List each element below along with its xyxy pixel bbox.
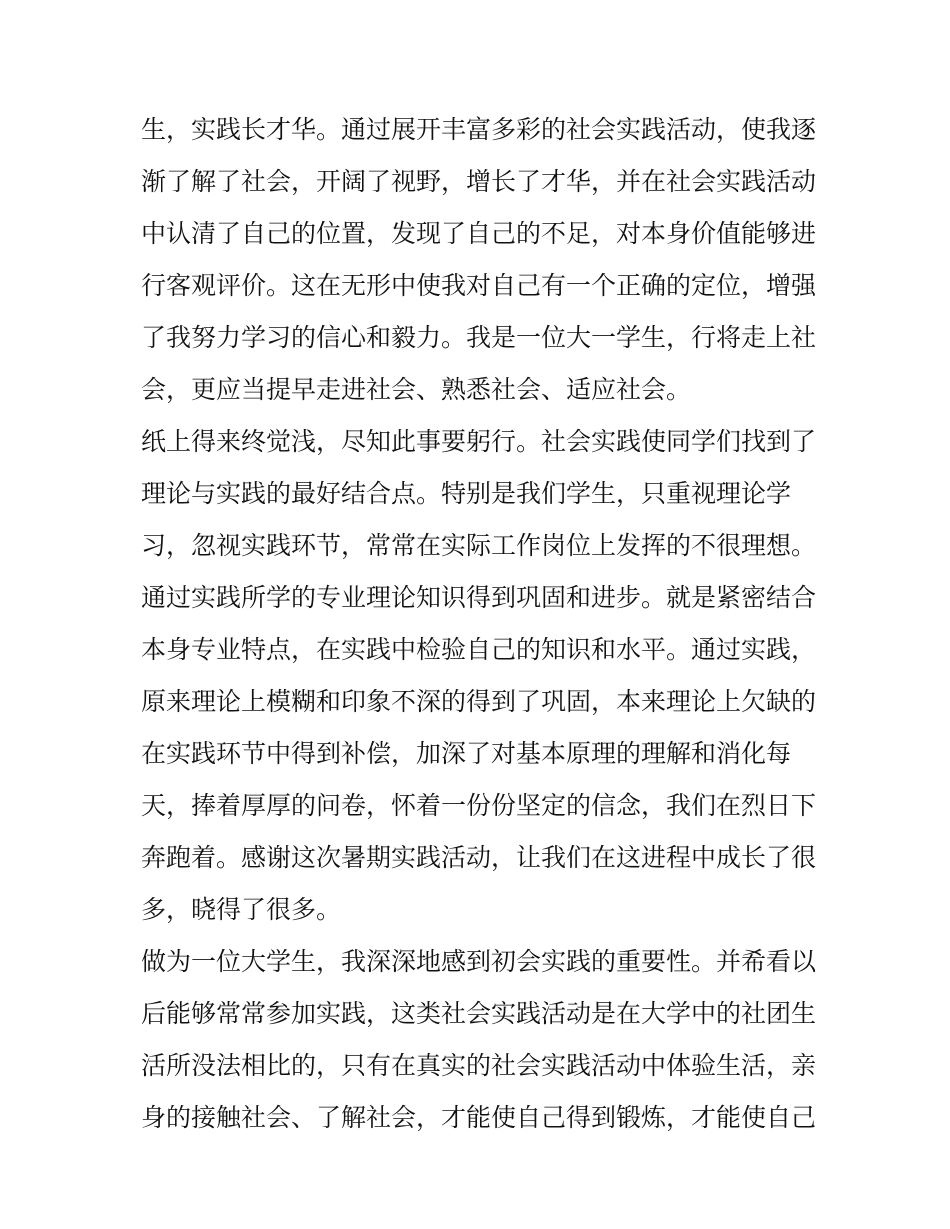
- text-line: 习，忽视实践环节，常常在实际工作岗位上发挥的不很理想。: [141, 531, 817, 560]
- text-line: 多，晓得了很多。: [141, 895, 342, 924]
- text-line: 原来理论上模糊和印象不深的得到了巩固，本来理论上欠缺的: [141, 687, 817, 716]
- text-line: 做为一位大学生，我深深地感到初会实践的重要性。并希看以: [141, 947, 817, 976]
- text-line: 理论与实践的最好结合点。特别是我们学生，只重视理论学: [141, 479, 792, 508]
- text-line: 纸上得来终觉浅，尽知此事要躬行。社会实践使同学们找到了: [141, 427, 817, 456]
- text-line: 行客观评价。这在无形中使我对自己有一个正确的定位，增强: [141, 271, 817, 300]
- text-line: 会，更应当提早走进社会、熟悉社会、适应社会。: [141, 375, 692, 404]
- text-line: 奔跑着。感谢这次暑期实践活动，让我们在这进程中成长了很: [141, 843, 817, 872]
- text-line: 在实践环节中得到补偿，加深了对基本原理的理解和消化每: [141, 739, 792, 768]
- text-line: 活所没法相比的，只有在真实的社会实践活动中体验生活，亲: [141, 1051, 817, 1080]
- text-line: 天，捧着厚厚的问卷，怀着一份份坚定的信念，我们在烈日下: [141, 791, 817, 820]
- body-text: [141, 104, 821, 1144]
- text-line: 了我努力学习的信心和毅力。我是一位大一学生，行将走上社: [141, 323, 817, 352]
- text-line: 后能够常常参加实践，这类社会实践活动是在大学中的社团生: [141, 999, 817, 1028]
- text-line: 渐了解了社会，开阔了视野，增长了才华，并在社会实践活动: [141, 167, 817, 196]
- text-line: 本身专业特点，在实践中检验自己的知识和水平。通过实践，: [141, 635, 817, 664]
- text-line: 中认清了自己的位置，发现了自己的不足，对本身价值能够进: [141, 219, 817, 248]
- text-line: 生，实践长才华。通过展开丰富多彩的社会实践活动，使我逐: [141, 115, 817, 144]
- text-line: 身的接触社会、了解社会，才能使自己得到锻炼，才能使自己: [141, 1103, 817, 1132]
- text-line: 通过实践所学的专业理论知识得到巩固和进步。就是紧密结合: [141, 583, 817, 612]
